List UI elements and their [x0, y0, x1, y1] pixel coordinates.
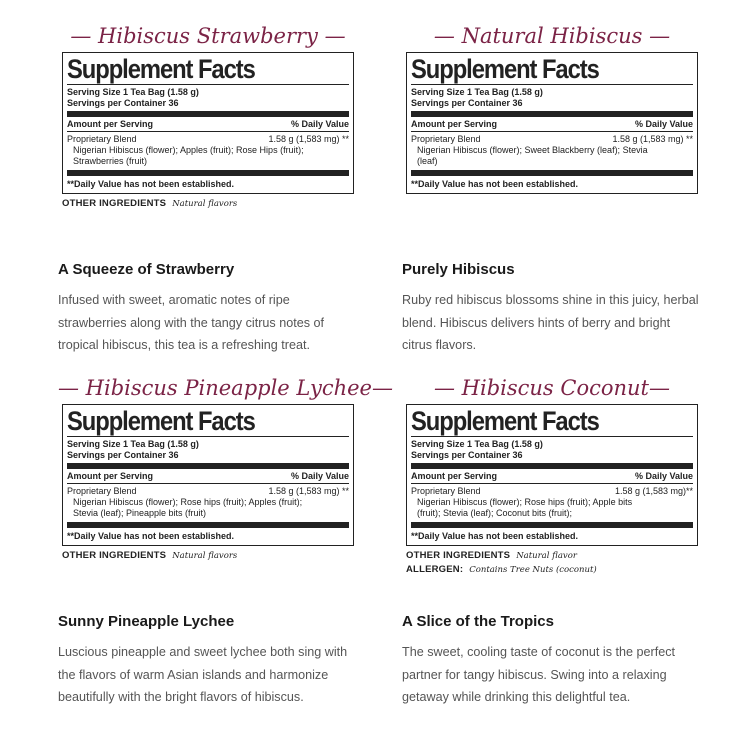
product-card-hibiscus-coconut [402, 374, 702, 577]
description-text: Infused with sweet, aromatic notes of ripe strawberries along with the tangy citrus notes of tropical hibiscus, this tea is a refreshing treat. [58, 293, 324, 352]
other-ingredients-label: OTHER INGREDIENTS [62, 550, 167, 561]
dv-label: % Daily Value [290, 119, 349, 129]
servings-per-container: Servings per Container 36 [411, 450, 523, 460]
blend-row [67, 132, 349, 167]
facts-heading: Supplement Facts [411, 406, 599, 436]
servings-per-container: Servings per Container 36 [411, 98, 523, 108]
facts-heading: Supplement Facts [411, 54, 599, 84]
other-ingredients-label: OTHER INGREDIENTS [406, 550, 511, 561]
serving-size: Serving Size 1 Tea Bag (1.58 g) [67, 439, 199, 449]
product-card-natural-hibiscus [402, 22, 702, 194]
dv-note: **Daily Value has not been established. [67, 531, 235, 541]
blend-row [411, 132, 693, 167]
blend-amount: 1.58 g (1,583 mg) ** [612, 134, 693, 144]
blend-ingredients: Nigerian Hibiscus (flower); Apples (fruit); Rose Hips (fruit); Strawberries (fruit) [73, 145, 304, 166]
other-ingredients-label: OTHER INGREDIENTS [62, 198, 167, 209]
blend-amount: 1.58 g (1,583 mg)** [614, 486, 693, 496]
facts-heading: Supplement Facts [67, 54, 255, 84]
blend-name: Proprietary Blend [67, 486, 137, 496]
blend-row [411, 484, 693, 519]
description-text: The sweet, cooling taste of coconut is the perfect partner for tangy hibiscus. Swing into a relaxing getaway while drinking this delightful tea. [402, 645, 676, 704]
flavor-title: — Hibiscus Strawberry — [70, 24, 346, 48]
dv-note: **Daily Value has not been established. [67, 179, 235, 189]
dv-note: **Daily Value has not been established. [411, 531, 579, 541]
other-ingredients [62, 197, 358, 211]
allergen-value: Contains Tree Nuts (coconut) [469, 565, 597, 575]
flavor-title: — Hibiscus Pineapple Lychee— [58, 376, 393, 400]
product-card-hibiscus-pineapple-lychee [58, 374, 393, 563]
servings-per-container: Servings per Container 36 [67, 98, 179, 108]
other-ingredients-value: Natural flavor [516, 551, 577, 561]
blend-row [67, 484, 349, 519]
flavor-title: — Hibiscus Coconut— [434, 376, 670, 400]
amount-label: Amount per Serving [411, 119, 498, 129]
blend-name: Proprietary Blend [411, 486, 481, 496]
amount-header-row [411, 117, 693, 131]
other-ingredients-value: Natural flavors [172, 551, 238, 561]
other-ingredients [406, 549, 702, 563]
amount-label: Amount per Serving [67, 471, 154, 481]
allergen-label: ALLERGEN: [406, 564, 464, 575]
product-card-hibiscus-strawberry [58, 22, 358, 211]
amount-header-row [67, 117, 349, 131]
blend-ingredients: Nigerian Hibiscus (flower); Sweet Blackberry (leaf); Stevia (leaf) [417, 145, 648, 166]
dv-label: % Daily Value [634, 471, 693, 481]
supplement-facts-panel [62, 404, 354, 546]
serving-size: Serving Size 1 Tea Bag (1.58 g) [67, 87, 199, 97]
supplement-facts-panel [406, 52, 698, 194]
amount-label: Amount per Serving [67, 119, 154, 129]
blend-amount: 1.58 g (1,583 mg) ** [268, 134, 349, 144]
supplement-facts-panel [62, 52, 354, 194]
serving-size: Serving Size 1 Tea Bag (1.58 g) [411, 439, 543, 449]
serving-size: Serving Size 1 Tea Bag (1.58 g) [411, 87, 543, 97]
description-title: Sunny Pineapple Lychee [58, 613, 235, 630]
blend-name: Proprietary Blend [67, 134, 137, 144]
blend-name: Proprietary Blend [411, 134, 481, 144]
supplement-facts-panel [406, 404, 698, 546]
blend-ingredients: Nigerian Hibiscus (flower); Rose hips (fruit); Apple bits (fruit); Stevia (leaf); Coconut bits (fruit); [417, 497, 633, 518]
other-ingredients [62, 549, 358, 563]
flavor-title: — Natural Hibiscus — [433, 24, 671, 48]
description-text: Ruby red hibiscus blossoms shine in this juicy, herbal blend. Hibiscus delivers hints of berry and bright citrus flavors. [402, 293, 699, 352]
dv-note: **Daily Value has not been established. [411, 179, 579, 189]
description-title: A Slice of the Tropics [402, 613, 554, 630]
other-ingredients-value: Natural flavors [172, 199, 238, 209]
servings-per-container: Servings per Container 36 [67, 450, 179, 460]
amount-header-row [411, 469, 693, 483]
description-title: A Squeeze of Strawberry [58, 261, 235, 278]
description-title: Purely Hibiscus [402, 261, 515, 278]
allergen-statement [406, 563, 702, 577]
dv-label: % Daily Value [290, 471, 349, 481]
dv-label: % Daily Value [634, 119, 693, 129]
facts-heading: Supplement Facts [67, 406, 255, 436]
amount-header-row [67, 469, 349, 483]
description-text: Luscious pineapple and sweet lychee both sing with the flavors of warm Asian islands and harmonize beautifully with the bright flavors of hibiscus. [58, 645, 348, 704]
amount-label: Amount per Serving [411, 471, 498, 481]
blend-ingredients: Nigerian Hibiscus (flower); Rose hips (fruit); Apples (fruit); Stevia (leaf); Pineapple bits (fruit) [73, 497, 303, 518]
blend-amount: 1.58 g (1,583 mg) ** [268, 486, 349, 496]
